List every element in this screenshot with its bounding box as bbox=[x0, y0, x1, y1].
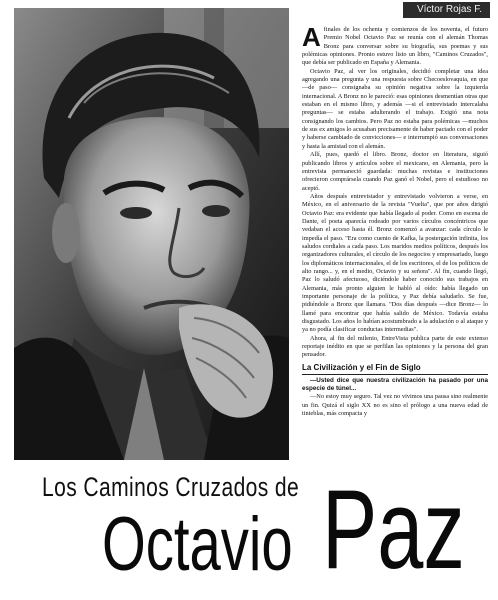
article-paragraph-1 bbox=[302, 26, 488, 68]
section-subheading: La Civilización y el Fin de Siglo bbox=[302, 363, 488, 375]
article-paragraph-2: Octavio Paz, al ver los originales, decidió completar una idea agregando una pregunta y una respuesta sobre Checoeslovaquia, en que —de paso— consignaba su opinión negativa sobre la izquierda internacional. A Bronz no le pareció: esas opiniones desmentían otras que estaban en el mismo libro, y además —si el entrevistado intercalaba preguntas— se estaba adulterando el trabajo. Exigió una nota consignando los cambios. Pero Paz no estaba para polémicas —muchos de sus ex amigos lo acusaban precisamente de haber pactado con el poder y haberse cambiado de convicciones— e interrumpió sus conversaciones y hasta la amistad con el alemán. bbox=[302, 67, 488, 150]
headline-line-3: Paz bbox=[322, 467, 465, 592]
drop-cap: A bbox=[302, 26, 321, 52]
paragraph-text: finales de los ochenta y comienzos de los noventa, el futuro Premio Nobel Octavio Paz se reunía con el alemán Thomas Bronz para conversar sobre su biografía, sus poemas y sus polémicas opiniones. Pronto estuvo listo un libro, "Caminos Cruzados", que debía ser publicado en España y Alemania. bbox=[302, 26, 488, 67]
headline-line-2: Octavio bbox=[102, 502, 293, 587]
byline: Víctor Rojas F. bbox=[403, 2, 490, 18]
portrait-illustration bbox=[14, 8, 289, 460]
article-column bbox=[302, 26, 488, 466]
article-paragraph-3: Allí, pues, quedó el libro. Bronz, doctor en literatura, siguió publicando libros y artículos sobre el mexicano, en Alemania, pero la entrevista permaneció guardada: muchas revistas e instituciones ofrecieron comprársela cuando Paz ganó el Nobel, pero el estudioso no aceptó. bbox=[302, 151, 488, 192]
interview-answer: —No estoy muy seguro. Tal vez no vivimos una pausa sino realmente un fin. Quizá el siglo XX no es sino el prólogo a una nueva edad de tinieblas, más compacta y bbox=[302, 393, 488, 418]
headline-line-1: Los Caminos Cruzados de bbox=[42, 472, 300, 502]
interview-question: —Usted dice que nuestra civilización ha pasado por una especie de túnel... bbox=[302, 376, 488, 393]
article-paragraph-5: Ahora, al fin del milenio, EntreVista publica parte de este extenso reportaje inédito en que se perfilan las opiniones y la persona del gran pensador. bbox=[302, 334, 488, 359]
article-paragraph-4: Años después entrevistador y entrevistado volvieron a verse, en México, en el aniversario de la revista "Vuelta", que por años dirigió Octavio Paz: era evidente que había llegado al poder. Como en escena de Dante, el poeta aparecía rodeado por varios círculos concéntricos que vedaban el acceso hasta él. Bronz comenzó a avanzar: cada círculo le impedía el paso. "Era como cuento de Kafka, la postergación infinita, los saludos cordiales a cada paso. Los maridos medios políticos, después los organizadores culturales, el círculo de los negocios y empresariado, luego los diplomáticos internacionales, el de los escritores, el de los políticos de alto rango... y, en el medio, Octavio y su señora". Al fin, cuando llegó, Paz lo saludó afectuoso, diciéndole haber conocido sus trabajos en Alemania, más pronto alguien le habló al oído: había llegado un importante personaje de la política, y Paz debía saludarlo. Se fue, pidiéndole a Bronz que llamara. "Dos días después —dice Bronz— lo llamé para encontrar que había salido de México. Todavía estaba disgustado. Los años lo habían acostumbrado a la adulación o al ataque y ya no podía clasificar conductas intermedias". bbox=[302, 192, 488, 334]
portrait-photo bbox=[14, 8, 289, 460]
